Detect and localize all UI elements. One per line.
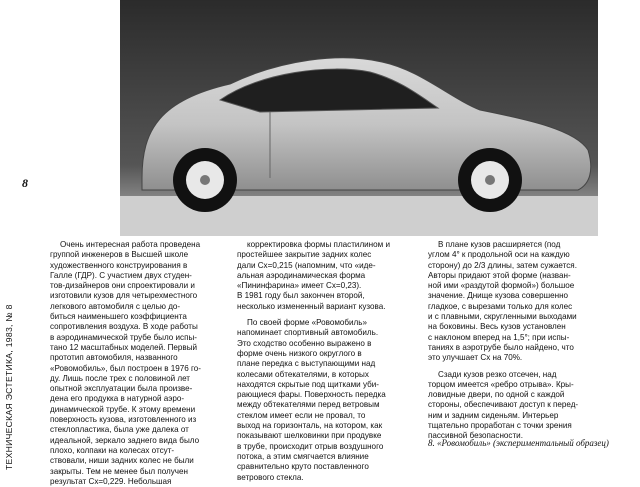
text-line: результат Cx=0,229. Небольшая [50, 476, 172, 486]
text-line: пассивной безопасности. [428, 431, 523, 441]
text-line: ствовали, ниши задних колес не были [50, 456, 194, 466]
text-line: ним и задним сиденьям. Интерьер [428, 410, 559, 420]
text-line: дали Cx=0,215 (напомним, что «иде- [237, 260, 376, 270]
text-line: тщательно проработан с точки зрения [428, 421, 572, 431]
text-line: «Пининфарина» имеет Cx=0,23). [237, 281, 362, 291]
article-column-2 [237, 240, 415, 483]
text-line: с наклоном вперед на 1,5°; при испы- [428, 332, 570, 342]
text-line: Галле (ГДР). С участием двух студен- [50, 270, 192, 280]
journal-reference: ТЕХНИЧЕСКАЯ ЭСТЕТИКА, 1983, № 8 [4, 304, 14, 470]
text-line: Авторы придают этой форме (назван- [428, 270, 571, 280]
figure-number: 8 [22, 176, 28, 190]
text-line: углом 4° к продольной оси на каждую [428, 250, 570, 260]
text-line: и с плавными, скругленными выходами [428, 312, 577, 322]
text-line: плане передка с выступающими над [237, 359, 376, 369]
side-label [2, 252, 16, 470]
text-line: Это сходство особенно выражено в [237, 338, 372, 348]
text-line: сравнительно круто поставленного [237, 462, 369, 472]
text-line: Сзади кузов резко отсечен, над [438, 369, 557, 379]
text-line: изготовили кузов для четырехместного [50, 291, 198, 301]
text-line: «Ровомобиль», был построен в 1976 го- [50, 363, 201, 373]
text-line: ной ими «раздутой формой») большое [428, 281, 575, 291]
paragraph-plan [428, 240, 606, 364]
text-line: корректировка формы пластилином и [247, 240, 390, 249]
text-line: По своей форме «Ровомобиль» [247, 318, 367, 328]
text-line: несколько измененный вариант кузова. [237, 301, 386, 311]
text-line: биться наименьшего коэффициента [50, 312, 187, 322]
rowomobil-car-image [120, 0, 598, 236]
text-line: в аэродинамической трубе было испы- [50, 332, 198, 342]
text-line: группой инженеров в Высшей школе [50, 250, 189, 260]
text-line: дена его продукка в натурной аэро- [50, 394, 185, 404]
article-column-3 [428, 240, 606, 442]
text-line: тано 12 масштабных моделей. Первый [50, 342, 198, 352]
text-line: сопротивления воздуха. В ходе работы [50, 322, 198, 332]
text-line: в трубе, происходит отрыв воздушного [237, 441, 384, 451]
text-line: простейшее закрытие задних колес [237, 250, 372, 260]
paragraph-form [237, 318, 415, 483]
text-line: Очень интересная работа проведена [60, 240, 201, 249]
text-line: показывают шелковинки при продувке [237, 431, 382, 441]
text-line: тов-дизайнеров они спроектировали и [50, 281, 195, 291]
text-line: торцом имеется «ребро отрыва». Кры- [428, 379, 574, 389]
text-line: прототип автомобиля, названного [50, 353, 178, 363]
article-column-1 [50, 240, 228, 487]
text-line: напоминает спортивный автомобиль. [237, 328, 379, 338]
text-line: значение. Днище кузова совершенно [428, 291, 569, 301]
text-line: ду. Лишь после трех с половиной лет [50, 373, 191, 383]
text-line: рающиеся фары. Поверхность передка [237, 390, 386, 400]
paragraph-intro [50, 240, 228, 487]
text-line: опытной эксплуатации была произве- [50, 384, 193, 394]
text-line: В плане кузов расширяется (под [438, 240, 561, 249]
text-line: стороны, обеспечивают доступ к перед- [428, 400, 579, 410]
text-line: находятся скрытые под щитками уби- [237, 379, 379, 389]
text-line: выход на горизонталь, на котором, как [237, 421, 383, 431]
text-line: динамической трубе. К этому времени [50, 404, 196, 414]
text-line: художественного конструирования в [50, 260, 188, 270]
text-line: ветрового стекла. [237, 472, 304, 482]
text-line: плохо, колпаки на колесах отсут- [50, 445, 175, 455]
text-line: между обтекателями перед ветровым [237, 400, 380, 410]
figure-caption: 8. «Ровомобиль» (экспериментальный образец) [428, 438, 609, 448]
text-line: поверхность кузова, изготовленного из [50, 415, 197, 425]
text-line: ловидные двери, по одной с каждой [428, 390, 565, 400]
text-line: В 1981 году был закончен второй, [237, 291, 365, 301]
paragraph-correction [237, 240, 415, 312]
text-line: закрыты. Тем не менее был получен [50, 466, 188, 476]
text-line: идеальной, зеркало заднего вида было [50, 435, 200, 445]
text-line: гладкое, с вырезами только для колес [428, 301, 573, 311]
text-line: сторону) до 2/3 длины, затем сужается. [428, 260, 577, 270]
paragraph-rear [428, 370, 606, 442]
text-line: таниях в аэротрубе было найдено, что [428, 342, 574, 352]
text-line: это улучшает Cx на 70%. [428, 353, 523, 363]
text-line: альная аэродинамическая форма [237, 270, 366, 280]
text-line: стеклом имеет если не провал, то [237, 410, 366, 420]
text-line: легкового автомобиля с целью до- [50, 301, 181, 311]
car-photograph [120, 0, 598, 236]
text-line: форме очень низкого округлого в [237, 348, 362, 358]
text-line: стеклопластика, была уже далека от [50, 425, 189, 435]
text-line: на боковины. Весь кузов установлен [428, 322, 566, 332]
text-line: колесами обтекателями, в которых [237, 369, 369, 379]
text-line: потока, а этим смягчается влияние [237, 451, 369, 461]
